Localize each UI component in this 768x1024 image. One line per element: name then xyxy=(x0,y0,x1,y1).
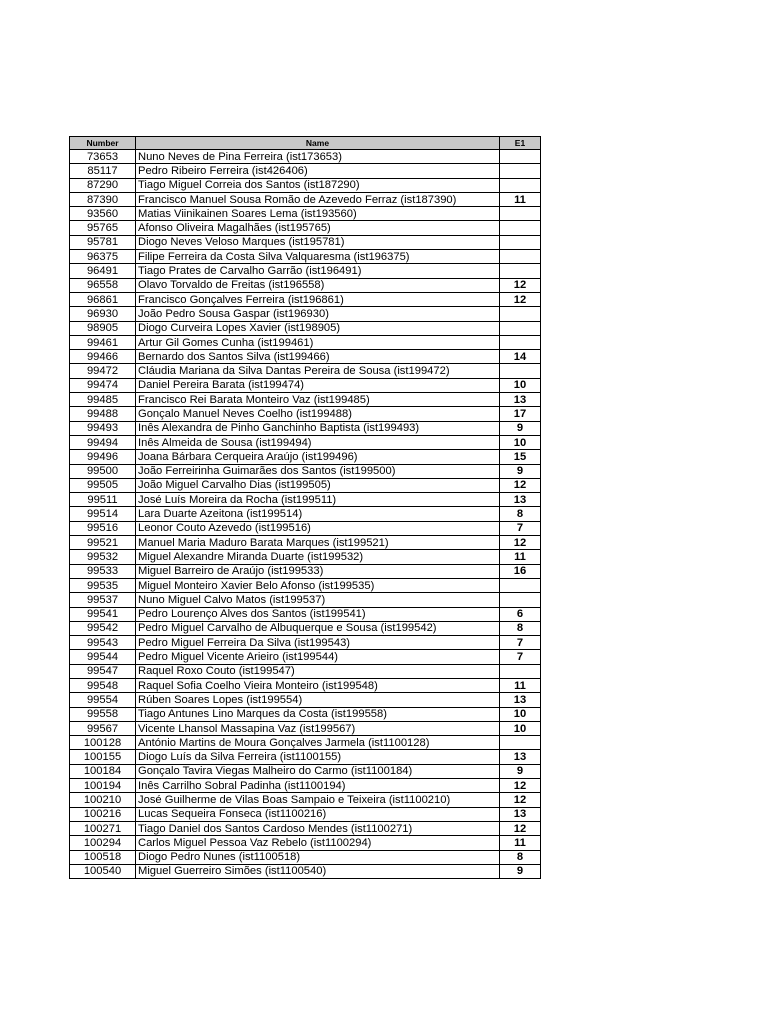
table-row xyxy=(70,750,541,764)
grade-e1 xyxy=(500,321,541,335)
grade-e1 xyxy=(500,264,541,278)
grade-e1: 9 xyxy=(500,421,541,435)
student-name: António Martins de Moura Gonçalves Jarmela (ist1100128) xyxy=(136,736,500,750)
grade-e1: 12 xyxy=(500,779,541,793)
student-number: 99567 xyxy=(70,721,136,735)
student-number: 100271 xyxy=(70,821,136,835)
student-name: Artur Gil Gomes Cunha (ist199461) xyxy=(136,335,500,349)
grade-e1: 12 xyxy=(500,536,541,550)
table-row xyxy=(70,678,541,692)
table-row xyxy=(70,221,541,235)
grade-e1 xyxy=(500,664,541,678)
table-row xyxy=(70,850,541,864)
table-row xyxy=(70,478,541,492)
table-row xyxy=(70,435,541,449)
student-name: Pedro Ribeiro Ferreira (ist426406) xyxy=(136,164,500,178)
table-row xyxy=(70,378,541,392)
student-name: José Luís Moreira da Rocha (ist199511) xyxy=(136,493,500,507)
table-row xyxy=(70,536,541,550)
grade-e1: 8 xyxy=(500,850,541,864)
student-number: 99500 xyxy=(70,464,136,478)
student-number: 99516 xyxy=(70,521,136,535)
grade-e1: 11 xyxy=(500,192,541,206)
table-row xyxy=(70,364,541,378)
table-row xyxy=(70,807,541,821)
header-number: Number xyxy=(70,137,136,150)
student-number: 99485 xyxy=(70,393,136,407)
student-number: 100184 xyxy=(70,764,136,778)
student-number: 99537 xyxy=(70,593,136,607)
table-row xyxy=(70,321,541,335)
student-name: Diogo Luís da Silva Ferreira (ist1100155) xyxy=(136,750,500,764)
header-row xyxy=(70,137,541,150)
grade-e1: 13 xyxy=(500,693,541,707)
grade-e1: 12 xyxy=(500,478,541,492)
grade-e1: 12 xyxy=(500,821,541,835)
table-row xyxy=(70,621,541,635)
table-row xyxy=(70,607,541,621)
student-name: Francisco Rei Barata Monteiro Vaz (ist199485) xyxy=(136,393,500,407)
grade-e1 xyxy=(500,178,541,192)
grade-e1: 10 xyxy=(500,378,541,392)
table-row xyxy=(70,164,541,178)
student-name: Daniel Pereira Barata (ist199474) xyxy=(136,378,500,392)
table-row xyxy=(70,450,541,464)
student-number: 99505 xyxy=(70,478,136,492)
table-row xyxy=(70,836,541,850)
student-number: 85117 xyxy=(70,164,136,178)
student-name: João Ferreirinha Guimarães dos Santos (ist199500) xyxy=(136,464,500,478)
header-e1: E1 xyxy=(500,137,541,150)
student-name: Leonor Couto Azevedo (ist199516) xyxy=(136,521,500,535)
student-name: Bernardo dos Santos Silva (ist199466) xyxy=(136,350,500,364)
student-name: Lucas Sequeira Fonseca (ist1100216) xyxy=(136,807,500,821)
grade-e1: 7 xyxy=(500,650,541,664)
student-number: 99466 xyxy=(70,350,136,364)
grade-e1: 15 xyxy=(500,450,541,464)
grade-e1: 12 xyxy=(500,292,541,306)
table-row xyxy=(70,736,541,750)
student-number: 99543 xyxy=(70,636,136,650)
student-name: Lara Duarte Azeitona (ist199514) xyxy=(136,507,500,521)
grade-e1: 11 xyxy=(500,678,541,692)
table-row xyxy=(70,264,541,278)
student-number: 96861 xyxy=(70,292,136,306)
student-number: 99547 xyxy=(70,664,136,678)
student-name: Raquel Roxo Couto (ist199547) xyxy=(136,664,500,678)
grade-e1: 13 xyxy=(500,807,541,821)
student-name: José Guilherme de Vilas Boas Sampaio e Teixeira (ist1100210) xyxy=(136,793,500,807)
table-row xyxy=(70,350,541,364)
student-name: João Miguel Carvalho Dias (ist199505) xyxy=(136,478,500,492)
student-number: 99554 xyxy=(70,693,136,707)
student-number: 96558 xyxy=(70,278,136,292)
table-row xyxy=(70,207,541,221)
grade-e1: 10 xyxy=(500,435,541,449)
student-number: 96375 xyxy=(70,250,136,264)
grade-e1: 10 xyxy=(500,721,541,735)
grade-e1: 10 xyxy=(500,707,541,721)
student-name: Inês Carrilho Sobral Padinha (ist1100194) xyxy=(136,779,500,793)
student-number: 99544 xyxy=(70,650,136,664)
student-number: 100194 xyxy=(70,779,136,793)
student-name: Filipe Ferreira da Costa Silva Valquaresma (ist196375) xyxy=(136,250,500,264)
student-name: Gonçalo Manuel Neves Coelho (ist199488) xyxy=(136,407,500,421)
header-name: Name xyxy=(136,137,500,150)
grade-e1: 9 xyxy=(500,464,541,478)
table-row xyxy=(70,235,541,249)
student-name: Afonso Oliveira Magalhães (ist195765) xyxy=(136,221,500,235)
grade-e1 xyxy=(500,164,541,178)
table-row xyxy=(70,192,541,206)
table-row xyxy=(70,178,541,192)
student-name: Pedro Miguel Carvalho de Albuquerque e Sousa (ist199542) xyxy=(136,621,500,635)
grade-e1: 8 xyxy=(500,507,541,521)
student-number: 93560 xyxy=(70,207,136,221)
student-number: 99461 xyxy=(70,335,136,349)
student-name: Olavo Torvaldo de Freitas (ist196558) xyxy=(136,278,500,292)
student-name: Tiago Miguel Correia dos Santos (ist187290) xyxy=(136,178,500,192)
student-name: Pedro Miguel Vicente Arieiro (ist199544) xyxy=(136,650,500,664)
grade-e1: 13 xyxy=(500,493,541,507)
student-number: 99494 xyxy=(70,435,136,449)
student-name: João Pedro Sousa Gaspar (ist196930) xyxy=(136,307,500,321)
grade-e1: 13 xyxy=(500,750,541,764)
table-row xyxy=(70,664,541,678)
student-number: 99472 xyxy=(70,364,136,378)
student-name: Francisco Gonçalves Ferreira (ist196861) xyxy=(136,292,500,306)
student-number: 96491 xyxy=(70,264,136,278)
table-row xyxy=(70,779,541,793)
student-number: 87290 xyxy=(70,178,136,192)
student-name: Joana Bárbara Cerqueira Araújo (ist199496) xyxy=(136,450,500,464)
student-name: Miguel Monteiro Xavier Belo Afonso (ist199535) xyxy=(136,578,500,592)
grade-e1: 9 xyxy=(500,864,541,878)
student-name: Inês Alexandra de Pinho Ganchinho Baptista (ist199493) xyxy=(136,421,500,435)
student-number: 99488 xyxy=(70,407,136,421)
student-name: Miguel Guerreiro Simões (ist1100540) xyxy=(136,864,500,878)
grade-e1: 11 xyxy=(500,550,541,564)
student-number: 87390 xyxy=(70,192,136,206)
student-number: 100128 xyxy=(70,736,136,750)
grade-e1 xyxy=(500,335,541,349)
grade-e1 xyxy=(500,364,541,378)
student-number: 99511 xyxy=(70,493,136,507)
table-row xyxy=(70,292,541,306)
student-number: 95765 xyxy=(70,221,136,235)
grade-e1: 16 xyxy=(500,564,541,578)
student-name: Tiago Antunes Lino Marques da Costa (ist199558) xyxy=(136,707,500,721)
student-number: 99548 xyxy=(70,678,136,692)
grade-e1: 7 xyxy=(500,521,541,535)
grade-e1 xyxy=(500,207,541,221)
student-name: Cláudia Mariana da Silva Dantas Pereira de Sousa (ist199472) xyxy=(136,364,500,378)
grade-e1 xyxy=(500,235,541,249)
grade-e1: 14 xyxy=(500,350,541,364)
table-row xyxy=(70,693,541,707)
table-body xyxy=(70,150,541,879)
student-number: 99474 xyxy=(70,378,136,392)
table-row xyxy=(70,821,541,835)
grade-e1 xyxy=(500,736,541,750)
table-row xyxy=(70,521,541,535)
student-number: 99535 xyxy=(70,578,136,592)
table-row xyxy=(70,793,541,807)
student-number: 99521 xyxy=(70,536,136,550)
table-row xyxy=(70,150,541,164)
grade-e1: 13 xyxy=(500,393,541,407)
student-number: 99514 xyxy=(70,507,136,521)
student-name: Tiago Prates de Carvalho Garrão (ist196491) xyxy=(136,264,500,278)
student-name: Diogo Curveira Lopes Xavier (ist198905) xyxy=(136,321,500,335)
student-name: Rúben Soares Lopes (ist199554) xyxy=(136,693,500,707)
student-name: Vicente Lhansol Massapina Vaz (ist199567) xyxy=(136,721,500,735)
table-row xyxy=(70,578,541,592)
student-name: Gonçalo Tavira Viegas Malheiro do Carmo (ist1100184) xyxy=(136,764,500,778)
table-row xyxy=(70,593,541,607)
table-row xyxy=(70,721,541,735)
grade-e1: 11 xyxy=(500,836,541,850)
table-row xyxy=(70,564,541,578)
student-name: Francisco Manuel Sousa Romão de Azevedo Ferraz (ist187390) xyxy=(136,192,500,206)
student-number: 100540 xyxy=(70,864,136,878)
table-row xyxy=(70,407,541,421)
table-row xyxy=(70,307,541,321)
grade-e1 xyxy=(500,578,541,592)
student-name: Inês Almeida de Sousa (ist199494) xyxy=(136,435,500,449)
table-row xyxy=(70,864,541,878)
table-row xyxy=(70,550,541,564)
table-row xyxy=(70,278,541,292)
table-row xyxy=(70,636,541,650)
grade-e1: 7 xyxy=(500,636,541,650)
student-number: 73653 xyxy=(70,150,136,164)
student-name: Nuno Neves de Pina Ferreira (ist173653) xyxy=(136,150,500,164)
grade-e1 xyxy=(500,150,541,164)
student-number: 96930 xyxy=(70,307,136,321)
grade-e1: 8 xyxy=(500,621,541,635)
student-name: Tiago Daniel dos Santos Cardoso Mendes (ist1100271) xyxy=(136,821,500,835)
grade-e1 xyxy=(500,221,541,235)
grade-e1: 9 xyxy=(500,764,541,778)
grade-e1: 6 xyxy=(500,607,541,621)
table-row xyxy=(70,250,541,264)
grade-e1 xyxy=(500,250,541,264)
student-name: Matias Viinikainen Soares Lema (ist193560) xyxy=(136,207,500,221)
student-name: Miguel Barreiro de Araújo (ist199533) xyxy=(136,564,500,578)
student-name: Nuno Miguel Calvo Matos (ist199537) xyxy=(136,593,500,607)
student-number: 100518 xyxy=(70,850,136,864)
student-name: Manuel Maria Maduro Barata Marques (ist199521) xyxy=(136,536,500,550)
table-row xyxy=(70,493,541,507)
student-number: 98905 xyxy=(70,321,136,335)
student-number: 100155 xyxy=(70,750,136,764)
grade-e1 xyxy=(500,307,541,321)
student-number: 100216 xyxy=(70,807,136,821)
student-number: 100210 xyxy=(70,793,136,807)
student-name: Diogo Pedro Nunes (ist1100518) xyxy=(136,850,500,864)
student-number: 99558 xyxy=(70,707,136,721)
student-number: 95781 xyxy=(70,235,136,249)
student-name: Miguel Alexandre Miranda Duarte (ist199532) xyxy=(136,550,500,564)
table-row xyxy=(70,507,541,521)
student-name: Diogo Neves Veloso Marques (ist195781) xyxy=(136,235,500,249)
student-number: 99532 xyxy=(70,550,136,564)
student-name: Raquel Sofia Coelho Vieira Monteiro (ist199548) xyxy=(136,678,500,692)
table-row xyxy=(70,421,541,435)
student-number: 99496 xyxy=(70,450,136,464)
grade-e1: 12 xyxy=(500,793,541,807)
table-row xyxy=(70,393,541,407)
student-number: 99533 xyxy=(70,564,136,578)
table-row xyxy=(70,707,541,721)
student-number: 100294 xyxy=(70,836,136,850)
table-row xyxy=(70,650,541,664)
grade-e1 xyxy=(500,593,541,607)
grades-table xyxy=(69,136,541,879)
grade-e1: 17 xyxy=(500,407,541,421)
student-name: Pedro Lourenço Alves dos Santos (ist199541) xyxy=(136,607,500,621)
student-number: 99493 xyxy=(70,421,136,435)
table-row xyxy=(70,764,541,778)
table-row xyxy=(70,335,541,349)
student-name: Pedro Miguel Ferreira Da Silva (ist199543) xyxy=(136,636,500,650)
student-name: Carlos Miguel Pessoa Vaz Rebelo (ist1100294) xyxy=(136,836,500,850)
student-number: 99541 xyxy=(70,607,136,621)
table-row xyxy=(70,464,541,478)
grade-e1: 12 xyxy=(500,278,541,292)
student-number: 99542 xyxy=(70,621,136,635)
